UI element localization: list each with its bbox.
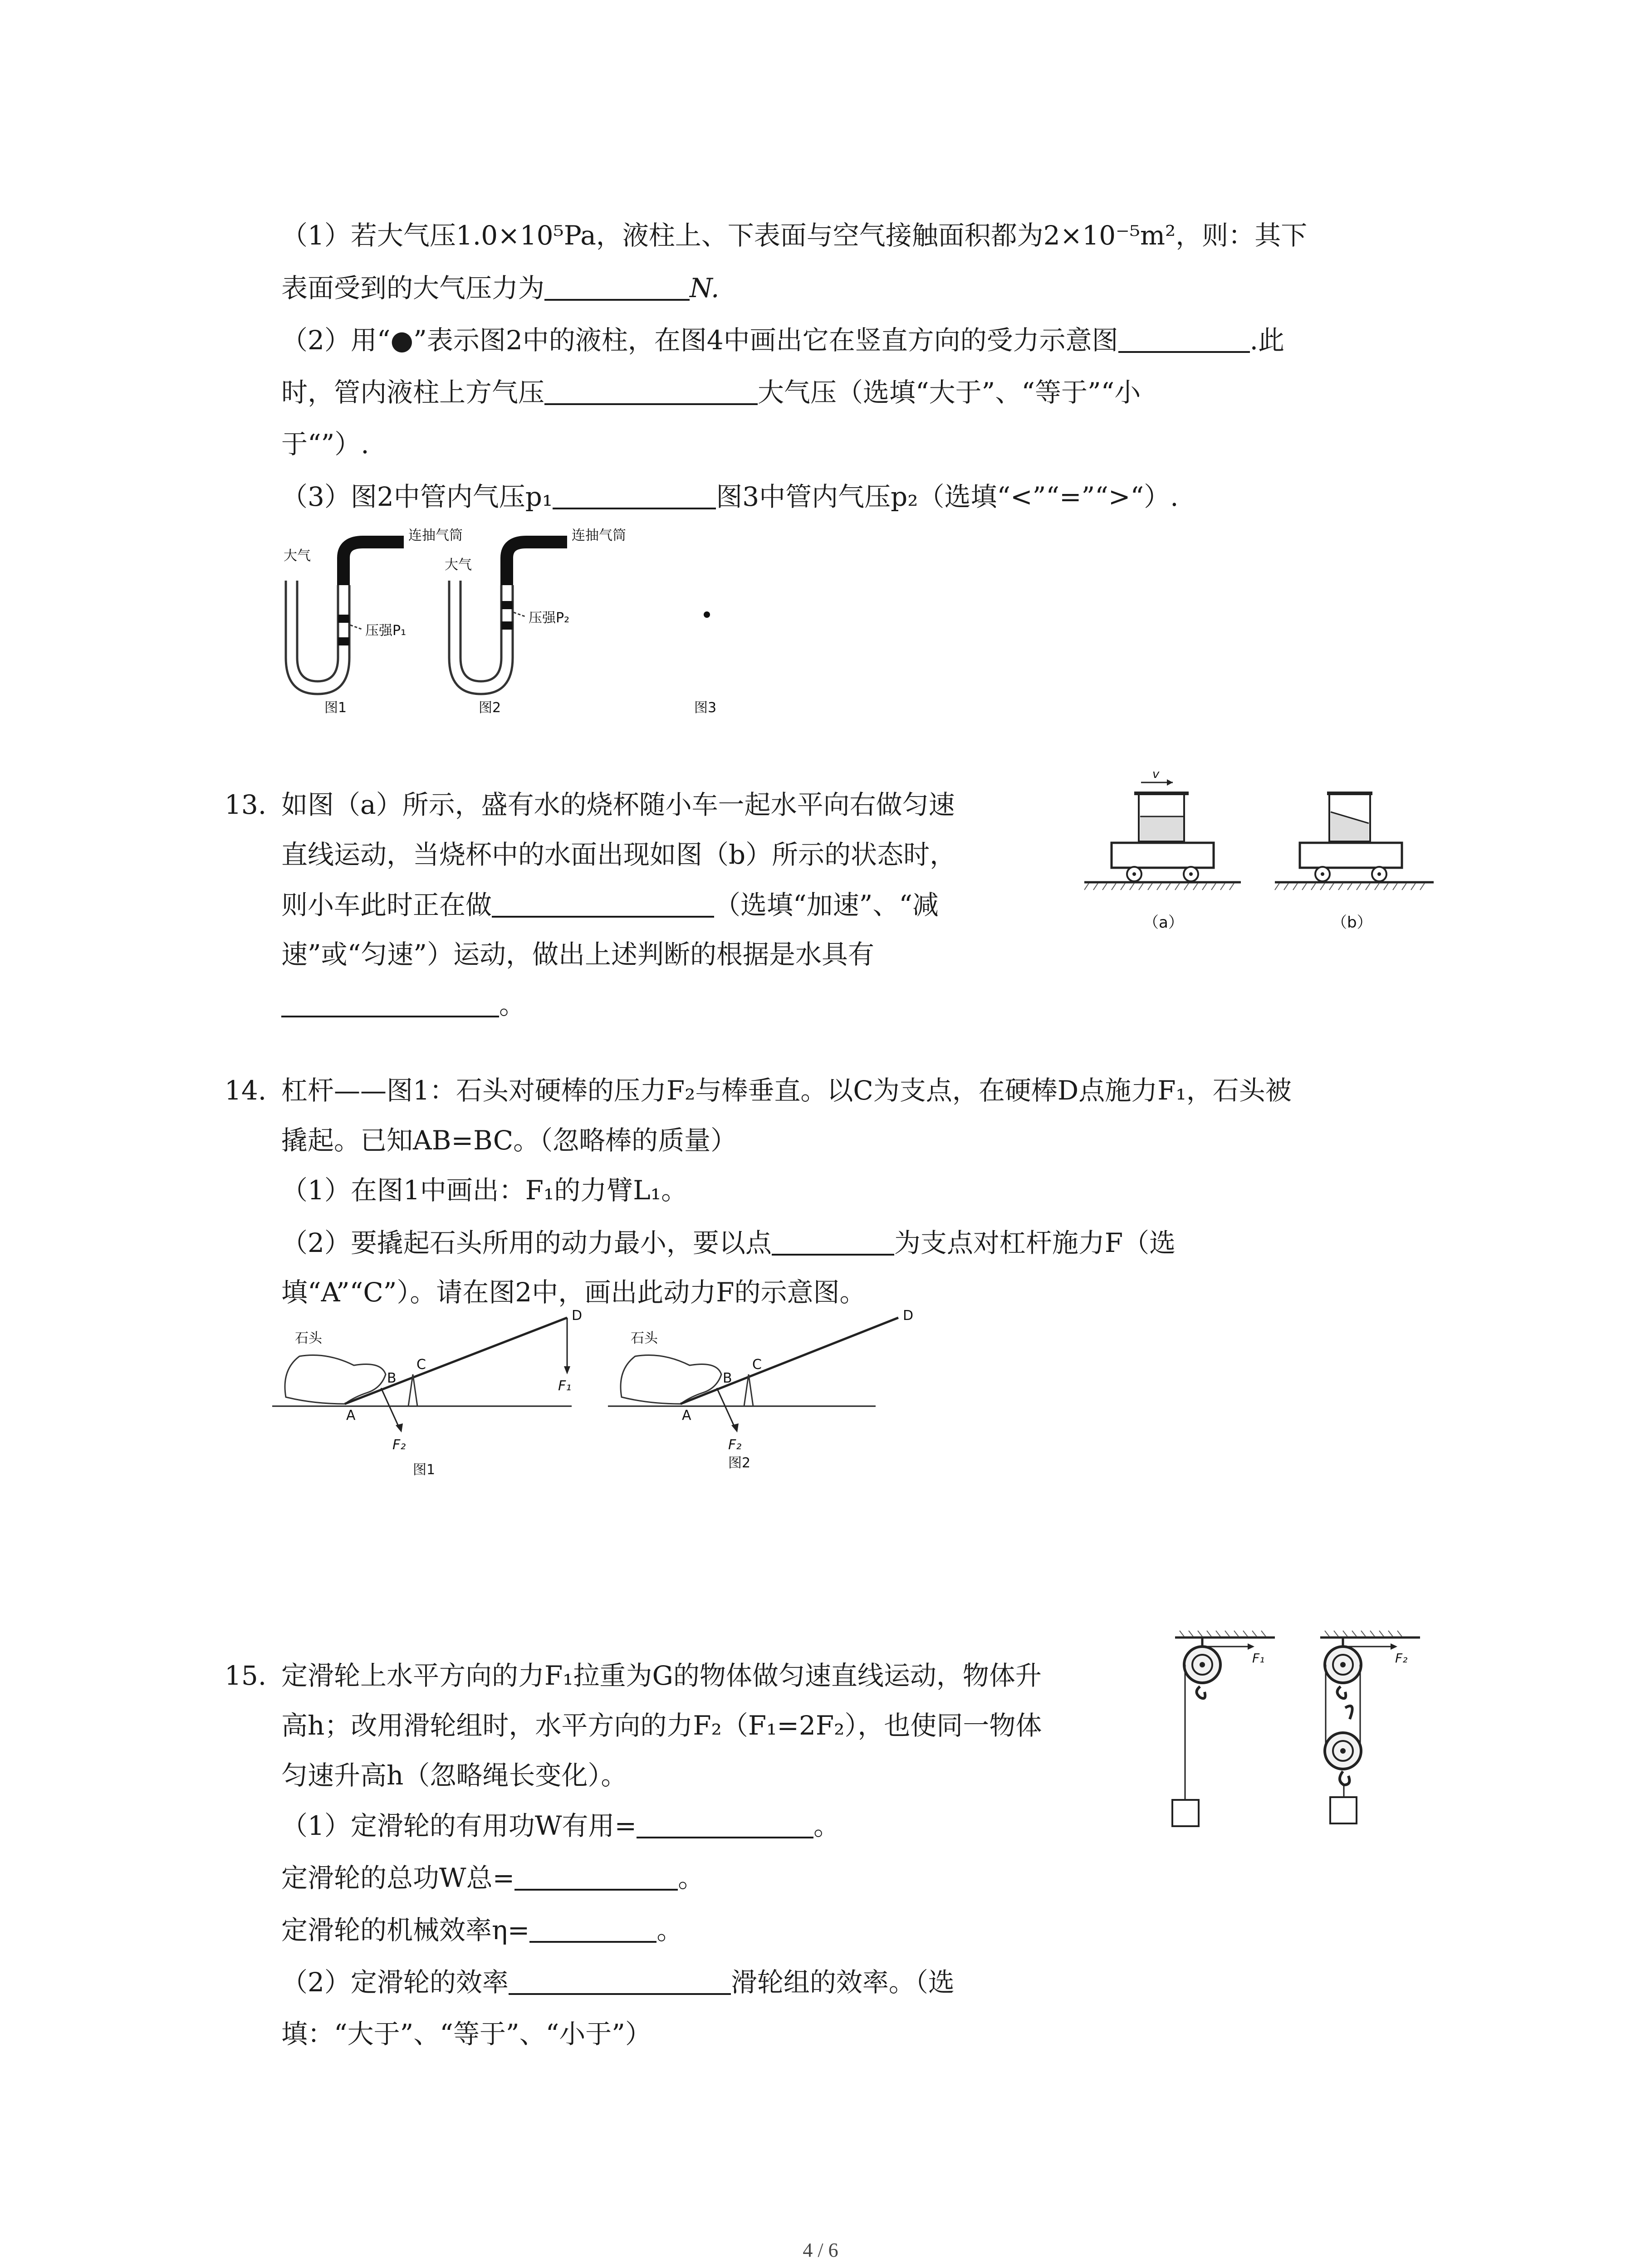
q12-fig-pressure-2: 压强P₂ bbox=[529, 610, 570, 626]
q14-fig2-A: A bbox=[682, 1408, 691, 1423]
q14-number: 14. bbox=[225, 1075, 267, 1106]
q13-line5-end: 。 bbox=[499, 989, 526, 1020]
q13-number: 13. bbox=[225, 789, 267, 820]
q13-fig-caption-b: （b） bbox=[1332, 914, 1372, 932]
q14-line1: 杠杆——图1：石头对硬棒的压力F₂与棒垂直。以C为支点，在硬棒D点施力F₁，石头被 bbox=[281, 1075, 1292, 1106]
q12-part2-options: 大气压（选填“大于”、“等于”“小 bbox=[758, 377, 1141, 408]
q12-fig-caption-2: 图2 bbox=[479, 700, 501, 716]
q13-fig-v: v bbox=[1152, 767, 1160, 781]
q14-fig2-caption: 图2 bbox=[728, 1455, 751, 1471]
q15-line8: 填：“大于”、“等于”、“小于”） bbox=[281, 2019, 652, 2049]
q13-blank-property[interactable] bbox=[281, 991, 499, 1017]
q12-fig-pump-2: 连抽气筒 bbox=[572, 528, 626, 543]
q14-fig1-B: B bbox=[387, 1370, 397, 1386]
q12-blank-force[interactable] bbox=[544, 274, 690, 301]
cart-a bbox=[1084, 767, 1241, 932]
q13-fig-caption-a: （a） bbox=[1143, 914, 1184, 932]
q15-line7 bbox=[281, 1967, 955, 1998]
q14-fig1-F2: F₂ bbox=[392, 1437, 406, 1453]
q14-fig2-stone: 石头 bbox=[631, 1330, 658, 1346]
lever-1 bbox=[272, 1308, 582, 1478]
q12-utube-figure bbox=[272, 522, 771, 726]
q14-fig1-stone: 石头 bbox=[295, 1330, 322, 1346]
q14-fig1-caption: 图1 bbox=[413, 1462, 436, 1478]
q14-line4-text: （2）要撬起石头所用的动力最小，要以点 bbox=[281, 1227, 772, 1258]
q15-line3: 匀速升高h（忽略绳长变化）。 bbox=[281, 1760, 627, 1791]
q15-line5 bbox=[281, 1864, 704, 1891]
q12-part2-line1 bbox=[281, 325, 1285, 356]
q15-blank-efficiency[interactable] bbox=[529, 1916, 656, 1943]
q13-line3-options: （选填“加速”、“减 bbox=[714, 890, 939, 920]
q12-part2-text: （2）用“●”表示图2中的液柱，在图4中画出它在竖直方向的受力示意图 bbox=[281, 325, 1118, 356]
q13-line5 bbox=[281, 991, 525, 1018]
q15-useful-work-label: （1）定滑轮的有用功W有用= bbox=[281, 1810, 637, 1841]
q13-line3-text: 则小车此时正在做 bbox=[281, 890, 492, 920]
q15-fig-F2: F₂ bbox=[1395, 1651, 1408, 1666]
q12-fig-atm-2: 大气 bbox=[445, 557, 472, 573]
q15-blank-total-work[interactable] bbox=[514, 1864, 678, 1891]
q15-line2: 高h；改用滑轮组时，水平方向的力F₂（F₁=2F₂），也使同一物体 bbox=[281, 1710, 1042, 1741]
q14-fig1-A: A bbox=[346, 1408, 356, 1423]
q14-line4 bbox=[281, 1229, 1176, 1256]
q13-line3 bbox=[281, 891, 939, 918]
q13-cart-figure bbox=[1084, 767, 1447, 939]
q12-blank-p1-p2[interactable] bbox=[553, 483, 716, 509]
q12-part3-options: 图3中管内气压p₂（选填“<”“=”“>“）. bbox=[716, 481, 1179, 512]
q12-blank-diagram[interactable] bbox=[1118, 327, 1250, 353]
q15-efficiency-label: 定滑轮的机械效率η= bbox=[281, 1915, 530, 1945]
q12-part3-text: （3）图2中管内气压p₁ bbox=[281, 481, 553, 512]
q15-part2-tail: 滑轮组的效率。（选 bbox=[730, 1967, 955, 1998]
q12-part2-tail: .此 bbox=[1249, 325, 1285, 356]
q12-part1-line1: （1）若大气压1.0×10⁵Pa，液柱上、下表面与空气接触面积都为2×10⁻⁵m²，则：其下 bbox=[281, 220, 1308, 251]
q14-line2: 撬起。已知AB=BC。（忽略棒的质量） bbox=[281, 1125, 737, 1156]
q12-part2-line3: 于“”）. bbox=[281, 429, 369, 459]
q12-fig-pump-1: 连抽气筒 bbox=[408, 528, 463, 543]
q14-line4-tail: 为支点对杠杆施力F（选 bbox=[894, 1227, 1176, 1258]
q14-fig2-D: D bbox=[903, 1308, 914, 1324]
pulley-block bbox=[1320, 1631, 1420, 1823]
q14-fig1-C: C bbox=[416, 1357, 426, 1373]
page-number: 4 / 6 bbox=[803, 2239, 838, 2261]
q13-line1: 如图（a）所示，盛有水的烧杯随小车一起水平向右做匀速 bbox=[281, 789, 955, 820]
fixed-pulley bbox=[1172, 1631, 1275, 1826]
q14-fig2-F2: F₂ bbox=[728, 1437, 742, 1453]
q12-part3-line bbox=[281, 483, 1179, 510]
q14-line3: （1）在图1中画出：F₁的力臂L₁。 bbox=[281, 1175, 688, 1206]
q15-line1: 定滑轮上水平方向的力F₁拉重为G的物体做匀速直线运动，物体升 bbox=[281, 1660, 1042, 1691]
q14-lever-figure bbox=[272, 1306, 944, 1497]
q15-line6-end: 。 bbox=[656, 1915, 683, 1945]
q12-blank-pressure-compare[interactable] bbox=[544, 379, 758, 405]
q12-fig-caption-1: 图1 bbox=[324, 700, 347, 716]
q13-line2: 直线运动，当烧杯中的水面出现如图（b）所示的状态时， bbox=[281, 839, 956, 870]
q14-fig2-C: C bbox=[752, 1357, 762, 1373]
q15-fig-F1: F₁ bbox=[1252, 1651, 1265, 1666]
q12-part2-line2 bbox=[281, 379, 1141, 406]
q12-part2-text2: 时，管内液柱上方气压 bbox=[281, 377, 545, 408]
q15-blank-compare[interactable] bbox=[509, 1969, 731, 1995]
q15-pulley-figure bbox=[1166, 1628, 1484, 1882]
q15-total-work-label: 定滑轮的总功W总= bbox=[281, 1862, 515, 1893]
q15-line4-end: 。 bbox=[813, 1810, 840, 1841]
q15-blank-useful-work[interactable] bbox=[637, 1812, 813, 1838]
q15-number: 15. bbox=[225, 1660, 267, 1691]
q14-fig1-F1: F₁ bbox=[558, 1378, 572, 1394]
q12-part1-line2 bbox=[281, 274, 720, 301]
q15-line4 bbox=[281, 1812, 840, 1839]
utube-1 bbox=[286, 542, 407, 694]
q15-part2-text: （2）定滑轮的效率 bbox=[281, 1967, 509, 1998]
q14-fig2-B: B bbox=[723, 1370, 732, 1386]
q12-fig-atm-1: 大气 bbox=[284, 548, 311, 564]
cart-b bbox=[1275, 792, 1434, 932]
q14-blank-pivot[interactable] bbox=[772, 1229, 894, 1256]
q12-fig3-dot bbox=[704, 611, 710, 618]
q14-fig1-D: D bbox=[572, 1308, 583, 1324]
q12-part1-unit: N. bbox=[690, 273, 720, 303]
q12-part1-text: 表面受到的大气压力为 bbox=[281, 273, 545, 303]
q13-line4: 速”或“匀速”）运动，做出上述判断的根据是水具有 bbox=[281, 939, 874, 970]
q13-blank-motion[interactable] bbox=[492, 891, 714, 918]
q14-line5: 填“A”“C”）。请在图2中，画出此动力F的示意图。 bbox=[281, 1277, 866, 1308]
q15-line5-end: 。 bbox=[678, 1862, 705, 1893]
q12-fig-pressure-1: 压强P₁ bbox=[365, 623, 407, 639]
q12-fig-caption-3: 图3 bbox=[694, 700, 717, 716]
lever-2 bbox=[608, 1308, 913, 1471]
q15-line6 bbox=[281, 1916, 683, 1943]
